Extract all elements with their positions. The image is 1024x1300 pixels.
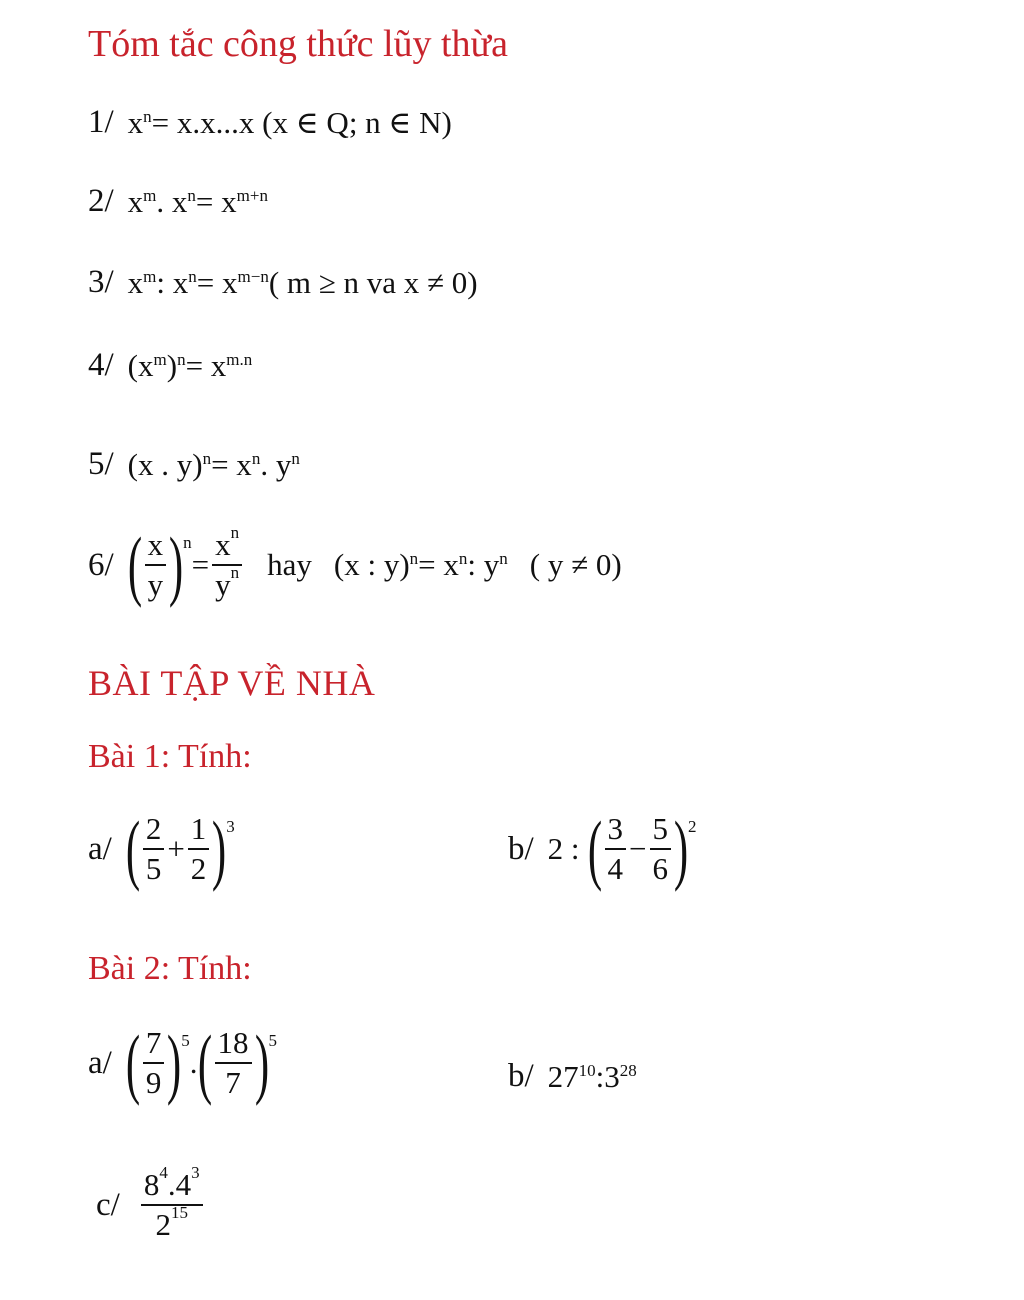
math-expression: ( $\frac{7}{9}$ ) $^5$ . ( $\frac{18}{7}$ ) $^5$ [125,1018,278,1106]
formula-expression: x $^m$ : x $^n$ = x $^{m-n}$ ( m ≥ n va x ≠ 0) [127,264,478,300]
formula-expression: (x $^m$ ) $^n$ = x $^{m.n}$ [127,347,253,383]
formula-expression: ( $\frac{x}{y}$ ) $^n$ = $\frac{x^n}{y^n}$ hay (x : y) $^n$ = x $^n$ : y $^n$ ( y ≠ 0) [127,520,622,608]
formula-4 [88,347,252,384]
formula-3 [88,264,478,301]
exercise-2c [96,1162,206,1243]
fraction: $\frac{3}{4}$ [605,812,627,886]
fraction: $\frac{2}{5}$ [143,812,165,886]
formula-6 [88,520,622,608]
exercise-2b [508,1058,637,1095]
exercise-2a [88,1018,278,1106]
page-title: Tóm tắc công thức lũy thừa [88,23,509,65]
formula-5 [88,446,300,483]
fraction: $\frac{8^4.4^3}{2^{15}}$ [141,1168,203,1242]
formula-number: 6/ [88,546,114,583]
math-expression: 2 : ( $\frac{3}{4}$ − $\frac{5}{6}$ ) $^2$ [547,804,697,892]
exercise-1-label: Bài 1: Tính: [88,738,252,775]
fraction: $\frac{x^n}{y^n}$ [212,528,242,602]
exercise-1a [88,804,235,892]
formula-number: 5/ [88,446,114,482]
exercise-2-label: Bài 2: Tính: [88,950,252,987]
formula-number: 2/ [88,183,114,219]
formula-number: 3/ [88,264,114,300]
item-number: b/ [508,1058,534,1094]
math-expression: ( $\frac{2}{5}$ + $\frac{1}{2}$ ) $^3$ [125,804,235,892]
fraction: $\frac{1}{2}$ [188,812,210,886]
formula-1 [88,104,452,141]
item-number: a/ [88,1044,112,1081]
item-number: a/ [88,830,112,867]
formula-expression: x $^n$ = x.x...x (x ∈ Q; n ∈ N) [127,104,452,140]
hay-word: hay [267,547,312,583]
formula-number: 4/ [88,347,114,383]
fraction: $\frac{7}{9}$ [143,1026,165,1100]
item-number: b/ [508,830,534,867]
math-expression [138,1162,206,1243]
fraction: $\frac{x}{y}$ [145,528,167,602]
formula-number: 1/ [88,104,114,140]
formula-expression: x $^m$ . x $^n$ = x $^{m+n}$ [127,183,268,219]
formula-expression: (x . y) $^n$ = x $^n$ . y $^n$ [127,446,300,482]
formula-2 [88,183,268,220]
exercise-1b [508,804,697,892]
homework-heading: BÀI TẬP VỀ NHÀ [88,663,376,703]
item-number: c/ [96,1186,120,1223]
fraction: $\frac{5}{6}$ [650,812,672,886]
math-expression: 27 $^{10}$ : 3 $^{28}$ [547,1058,637,1094]
fraction: $\frac{18}{7}$ [215,1026,252,1100]
